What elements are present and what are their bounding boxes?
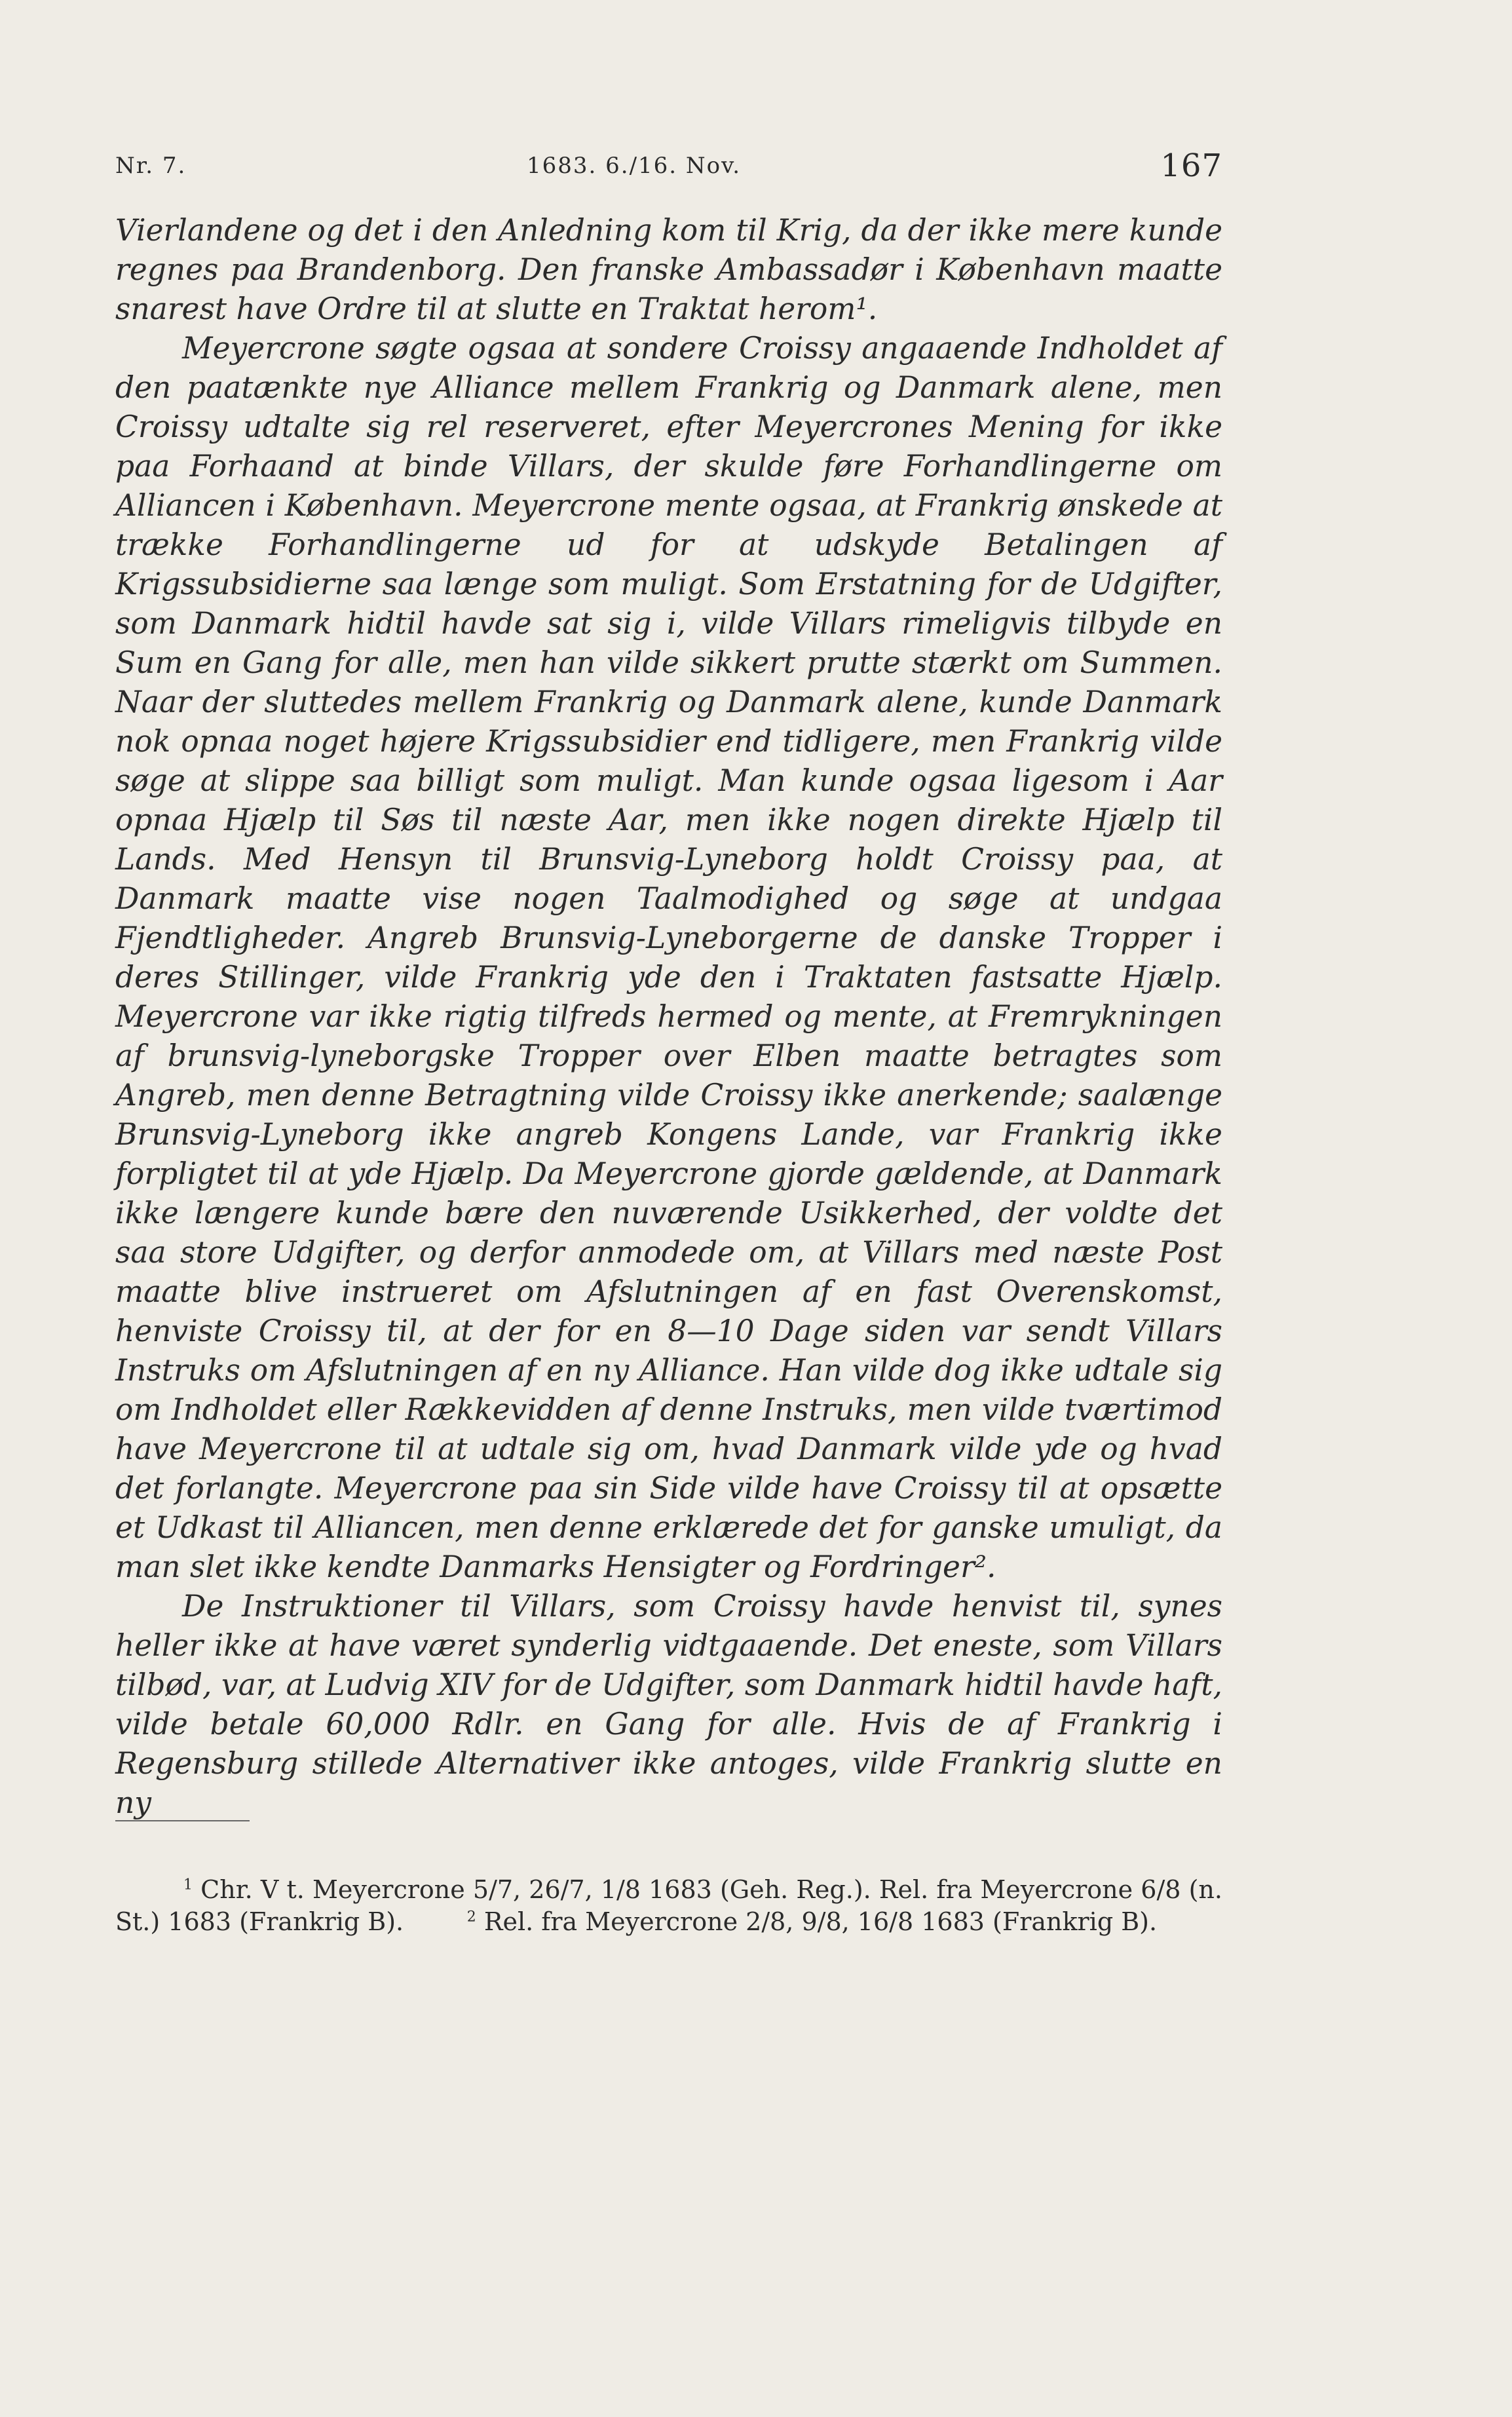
footnote-separator	[115, 1820, 250, 1821]
series-number: Nr. 7.	[115, 153, 187, 179]
page-number: 167	[1160, 147, 1222, 184]
footnote-1-text-c: (n. St.) 1683 (Frankrig B).	[115, 1875, 1222, 1936]
footnote-1-text-b: 1683 (Geh. Reg.). Rel. fra Meyercrone	[640, 1875, 1141, 1904]
footnote-marker-1: 1	[183, 1876, 193, 1894]
footnote-block	[115, 1874, 1222, 1938]
running-header	[115, 147, 1222, 187]
footnote-2-text-b: 1683 (Frankrig B).	[913, 1907, 1158, 1936]
separator: ,	[513, 1875, 529, 1904]
date-fraction: 9/8	[801, 1907, 842, 1936]
separator: ,	[785, 1907, 802, 1936]
footnote-1-text-a: Chr. V t. Meyercrone	[200, 1875, 473, 1904]
separator: ,	[584, 1875, 601, 1904]
date-fraction: 16/8	[857, 1907, 914, 1936]
date-fraction: 5/7	[472, 1875, 514, 1904]
date-fraction: 26/7	[529, 1875, 585, 1904]
paragraph-2: Meyercrone søgte ogsaa at sondere Croissy angaaende Indholdet af den paatænkte nye Alliance mellem Frankrig og Danmark alene, men Croissy udtalte sig rel reserveret, efter Meyercrones Mening for ikke paa Forhaand at binde Villars, der skulde føre Forhandlingerne om Alliancen i København. Meyercrone mente ogsaa, at Frankrig ønskede at trække Forhandlingerne ud for at udskyde Betalingen af Krigssubsidierne saa længe som muligt. Som Erstatning for de Udgifter, som Danmark hidtil havde sat sig i, vilde Villars rimeligvis tilbyde en Sum en Gang for alle, men han vilde sikkert prutte stærkt om Summen. Naar der sluttedes mellem Frankrig og Danmark alene, kunde Danmark nok opnaa noget højere Krigssubsidier end tidligere, men Frankrig vilde søge at slippe saa billigt som muligt. Man kunde ogsaa ligesom i Aar opnaa Hjælp til Søs til næste Aar, men ikke nogen direkte Hjælp til Lands. Med Hensyn til Brunsvig-Lyneborg holdt Croissy paa, at Danmark maatte vise nogen Taalmodighed og søge at undgaa Fjendtligheder. Angreb Brunsvig-Lyneborgerne de danske Tropper i deres Stillinger, vilde Frankrig yde den i Traktaten fastsatte Hjælp. Meyercrone var ikke rigtig tilfreds hermed og mente, at Fremrykningen af brunsvig-lyneborgske Tropper over Elben maatte betragtes som Angreb, men denne Betragtning vilde Croissy ikke anerkende; saalænge Brunsvig-Lyneborg ikke angreb Kongens Lande, var Frankrig ikke forpligtet til at yde Hjælp. Da Meyercrone gjorde gældende, at Danmark ikke længere kunde bære den nuværende Usikkerhed, der voldte det saa store Udgifter, og derfor anmodede om, at Villars med næste Post maatte blive instrueret om Afslutningen af en fast Overenskomst, henviste Croissy til, at der for en 8—10 Dage siden var sendt Villars Instruks om Afslutningen af en ny Alliance. Han vilde dog ikke udtale sig om Indholdet eller Rækkevidden af denne Instruks, men vilde tværtimod have Meyercrone til at udtale sig om, hvad Danmark vilde yde og hvad det forlangte. Meyercrone paa sin Side vilde have Croissy til at opsætte et Udkast til Alliancen, men denne erklærede det for ganske umuligt, da man slet ikke kendte Danmarks Hensigter og Fordringer².	[115, 331, 1222, 1584]
separator: ,	[841, 1907, 858, 1936]
paragraph-3: De Instruktioner til Villars, som Croissy havde henvist til, synes heller ikke at have været synderlig vidtgaaende. Det eneste, som Villars tilbød, var, at Ludvig XIV for de Udgifter, som Danmark hidtil havde haft, vilde betale 60,000 Rdlr. en Gang for alle. Hvis de af Frankrig i Regensburg stillede Alternativer ikke antoges, vilde Frankrig slutte en ny	[115, 1589, 1222, 1820]
date-fraction: 1/8	[600, 1875, 641, 1904]
footnote-marker-2: 2	[466, 1909, 476, 1926]
footnotes	[115, 1874, 1222, 1938]
footnote-2-text-a: Rel. fra Meyercrone	[483, 1907, 746, 1936]
date-fraction: 6/8	[1141, 1875, 1181, 1904]
entry-date: 1683. 6./16. Nov.	[527, 153, 742, 179]
paragraph-1: Vierlandene og det i den Anledning kom til Krig, da der ikke mere kunde regnes paa Brandenborg. Den franske Ambassadør i København maatte snarest have Ordre til at slutte en Traktat herom¹.	[115, 213, 1222, 326]
date-fraction: 2/8	[746, 1907, 786, 1936]
main-text	[115, 211, 1222, 1823]
